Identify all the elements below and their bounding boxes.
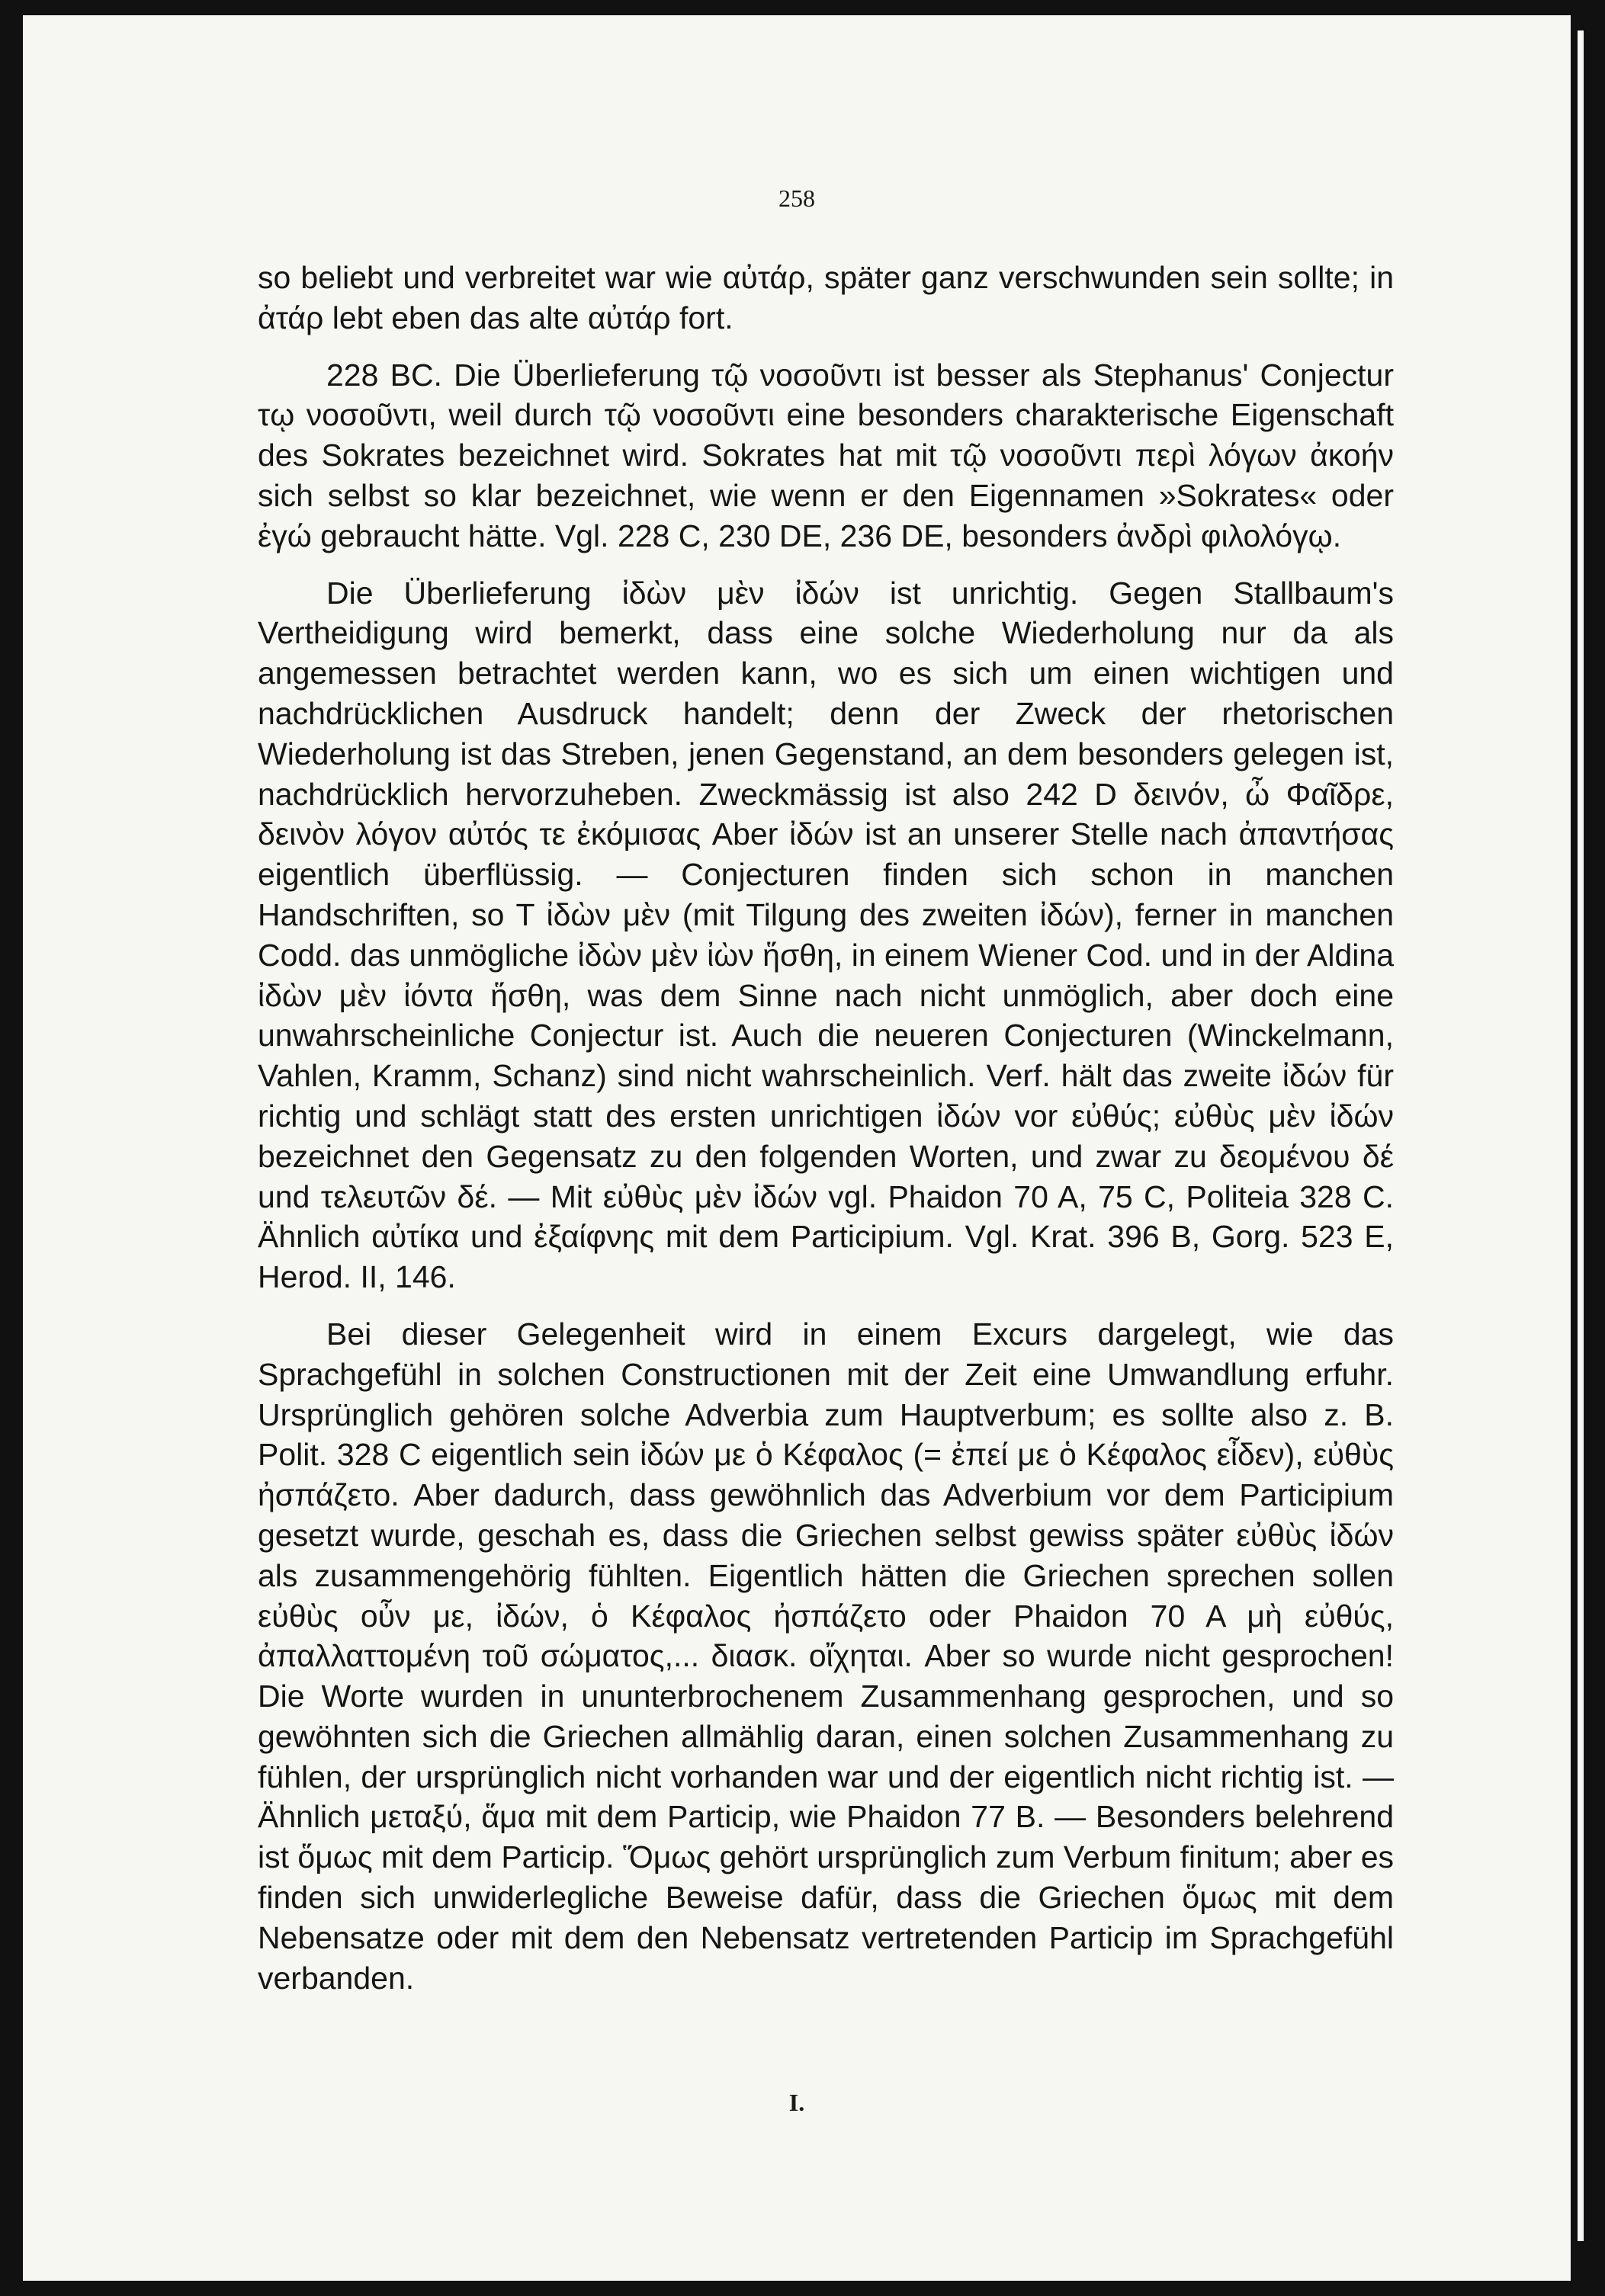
paragraph: Bei dieser Gelegenheit wird in einem Excurs dargelegt, wie das Sprachgefühl in solchen Constructionen mit der Zeit eine Umwandlung erfuhr. Ursprünglich gehören solche Adverbia zum Hauptverbum; es sollte also z. B. Polit. 328 C eigentlich sein ἰδών με ὁ Κέφαλος (= ἐπεί με ὁ Κέφαλος εἶδεν), εὐθὺς ἠσπάζετο. Aber dadurch, dass gewöhnlich das Adverbium vor dem Participium gesetzt wurde, geschah es, dass die Griechen selbst gewiss später εὐθὺς ἰδών als zusammengehörig fühlten. Eigentlich hätten die Griechen sprechen sollen εὐθὺς οὖν με, ἰδών, ὁ Κέφαλος ἠσπάζετο oder Phaidon 70 A μὴ εὐθύς, ἀπαλλαττομένη τοῦ σώματος,... διασκ. οἴχηται. Aber so wurde nicht gesprochen! Die Worte wurden in ununterbrochenem Zusammenhang gesprochen, und so gewöhnten sich die Griechen allmählig daran, einen solchen Zusammenhang zu fühlen, der ursprünglich nicht vorhanden war und der eigentlich nicht richtig ist. — Ähnlich μεταξύ, ἅμα mit dem Particip, wie Phaidon 77 B. — Besonders belehrend ist ὅμως mit dem Particip. Ὅμως gehört ursprünglich zum Verbum finitum; aber es finden sich unwiderlegliche Beweise dafür, dass die Griechen ὅμως mit dem Nebensatze oder mit dem den Nebensatz vertretenden Particip im Sprachgefühl verbanden. — [258, 1316, 1394, 1996]
body-text — [258, 258, 1394, 1998]
page-edge — [1578, 30, 1584, 2241]
page — [23, 15, 1571, 2281]
signature-mark: I. — [788, 2089, 805, 2116]
paragraph: so beliebt und verbreitet war wie αὐτάρ, später ganz verschwunden sein sollte; in ἀτάρ lebt eben das alte αὐτάρ fort. — [258, 260, 1394, 335]
page-number: 258 — [778, 184, 815, 212]
paragraph: Die Überlieferung ἰδὼν μὲν ἰδών ist unrichtig. Gegen Stallbaum's Vertheidigung wird bemerkt, dass eine solche Wiederholung nur da als angemessen betrachtet werden kann, wo es sich um einen wichtigen und nachdrücklichen Ausdruck handelt; denn der Zweck der rhetorischen Wiederholung ist das Streben, jenen Gegenstand, an dem besonders gelegen ist, nachdrücklich hervorzuheben. Zweckmässig ist also 242 D δεινόν, ὦ Φαῖδρε, δεινὸν λόγον αὐτός τε ἐκόμισας Aber ἰδών ist an unserer Stelle nach ἀπαντήσας eigentlich überflüssig. — Conjecturen finden sich schon in manchen Handschriften, so T ἰδὼν μὲν (mit Tilgung des zweiten ἰδών), ferner in manchen Codd. das unmögliche ἰδὼν μὲν ἰὼν ἥσθη, in einem Wiener Cod. und in der Aldina ἰδὼν μὲν ἰόντα ἥσθη, was dem Sinne nach nicht unmöglich, aber doch eine unwahrscheinliche Conjectur ist. Auch die neueren Conjecturen (Winckelmann, Vahlen, Kramm, Schanz) sind nicht wahrscheinlich. Verf. hält das zweite ἰδών für richtig und schlägt statt des ersten unrichtigen ἰδών vor εὐθύς; εὐθὺς μὲν ἰδών bezeichnet den Gegensatz zu den folgenden Worten, und zwar zu δεομένου δέ und τελευτῶν δέ. — Mit εὐθὺς μὲν ἰδών vgl. Phaidon 70 A, 75 C, Politeia 328 C. Ähnlich αὐτίκα und ἐξαίφνης mit dem Participium. Vgl. Krat. 396 B, Gorg. 523 E, Herod. II, 146. — [258, 575, 1394, 1295]
paragraph: 228 BC. Die Überlieferung τῷ νοσοῦντι ist besser als Stephanus' Conjectur τῳ νοσοῦντι, weil durch τῷ νοσοῦντι eine besonders charakterische Eigenschaft des Sokrates bezeichnet wird. Sokrates hat mit τῷ νοσοῦντι περὶ λόγων ἀκοήν sich selbst so klar bezeichnet, wie wenn er den Eigennamen »Sokrates« oder ἐγώ gebraucht hätte. Vgl. 228 C, 230 DE, 236 DE, besonders ἀνδρὶ φιλολόγῳ. — [258, 357, 1394, 553]
